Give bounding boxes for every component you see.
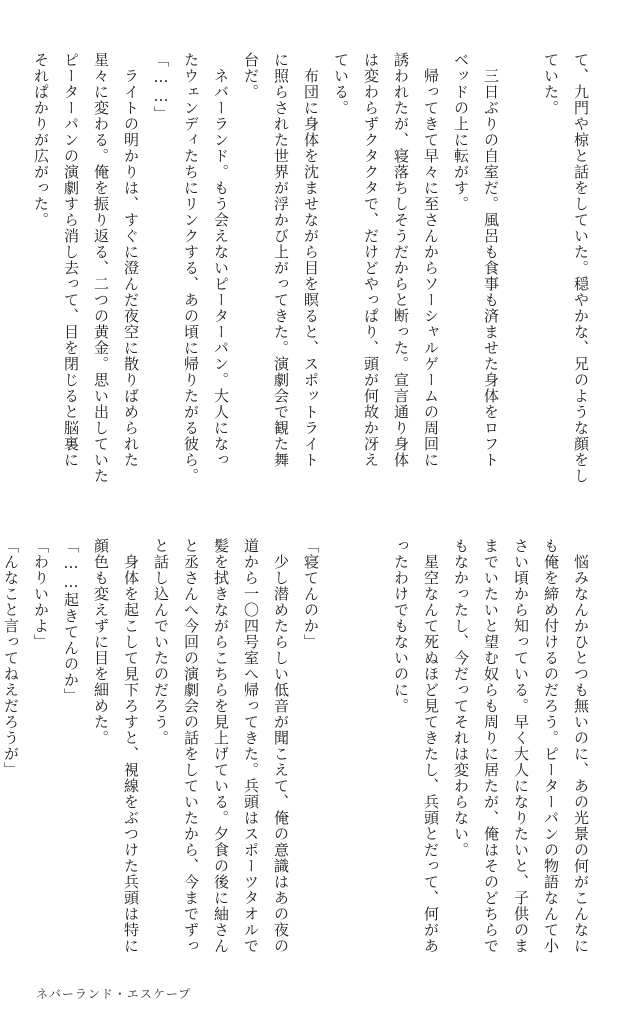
bottom-block-line: 悩みなんかひとつも無いのに、あの光景の何がこんなに — [572, 538, 590, 954]
top-block-line: ピーターパンの演劇すら消し去って、目を閉じると脳裏に — [62, 52, 80, 468]
top-block-line — [506, 52, 536, 492]
top-block-line: に照らされた世界が浮かび上がってきた。演劇会で観た舞 — [272, 52, 290, 468]
top-block-line: は変わらずクタクタで、だけどやっぱり、頭が何故か冴え — [362, 52, 380, 468]
bottom-block-line: 髪を拭きながらこちらを見上げている。夕食の後に紬さん — [212, 538, 230, 954]
bottom-block-line: と話し込んでいたのだろう。 — [152, 538, 170, 746]
top-block-line: 台だ。 — [242, 52, 260, 100]
top-block-line: 星々に変わる。俺を振り返る、二つの黄金。思い出していた — [92, 52, 110, 484]
bottom-block-line: と丞さんへ今回の演劇会の話をしていたから、今までずっ — [182, 538, 200, 954]
top-block-line: ライトの明かりは、すぐに澄んだ夜空に散りばめられた — [122, 52, 140, 468]
text-block-bottom — [2, 538, 596, 978]
top-block-line: たウェンディたちにリンクする、あの頃に帰りたがる彼ら。 — [182, 52, 200, 484]
top-block-line: 布団に身体を沈ませながら目を瞑ると、スポットライト — [302, 52, 320, 468]
top-block-line: ネバーランド。もう会えないピーターパン。大人になっ — [212, 52, 230, 468]
text-block-top — [32, 52, 596, 492]
top-block-line: 帰ってきて早々に至さんからソーシャルゲームの周回に — [422, 52, 440, 468]
bottom-block-line: までいたいと望む奴らも周りに居たが、俺はそのどちらで — [482, 538, 500, 954]
bottom-block-line: さい頃から知っている。早く大人になりたいと、子供のま — [512, 538, 530, 954]
bottom-block-line: 「……起きてんのか」 — [62, 538, 80, 704]
bottom-block-line: 少し潜めたらしい低音が聞こえて、俺の意識はあの夜の — [272, 538, 290, 954]
running-footer-title: ネバーランド・エスケープ — [36, 987, 192, 1001]
bottom-block-line: 星空なんて死ぬほど見てきたし、兵頭とだって、何があ — [422, 538, 440, 954]
bottom-block-line: ったわけでもないのに。 — [392, 538, 410, 714]
top-block-line: ている。 — [332, 52, 350, 116]
bottom-block-line: 身体を起こして見下ろすと、視線をぶつけた兵頭は特に — [122, 538, 140, 954]
bottom-block-line — [356, 538, 386, 978]
bottom-block-line: 道から一〇四号室へ帰ってきた。兵頭はスポーツタオルで — [242, 538, 260, 954]
bottom-block-line: 「んなこと言ってねえだろうが」 — [2, 538, 20, 778]
top-block-line: それぱかりが広がった。 — [32, 52, 50, 228]
bottom-block-line: 「わりいかよ」 — [32, 538, 50, 650]
top-block-line: 三日ぶりの自室だ。風呂も食事も済ませた身体をロフト — [482, 52, 500, 468]
bottom-block-line — [326, 538, 356, 978]
top-block-line: て、九門や椋と話をしていた。穏やかな、兄のような顔をし — [572, 52, 590, 484]
top-block-line: 「……」 — [152, 52, 170, 122]
top-block-line: ベッドの上に転がす。 — [452, 52, 470, 212]
top-block-line: 誘われたが、寝落ちしそうだからと断った。宣言通り身体 — [392, 52, 410, 468]
bottom-block-line: 顔色も変えずに目を細めた。 — [92, 538, 110, 746]
bottom-block-line: もなかったし、今だってそれは変わらない。 — [452, 538, 470, 858]
top-block-line: ていた。 — [542, 52, 560, 116]
bottom-block-line: も俺を締め付けるのだろう。ピーターパンの物語なんて小 — [542, 538, 560, 954]
bottom-block-line: 「寝てんのか」 — [302, 538, 320, 650]
